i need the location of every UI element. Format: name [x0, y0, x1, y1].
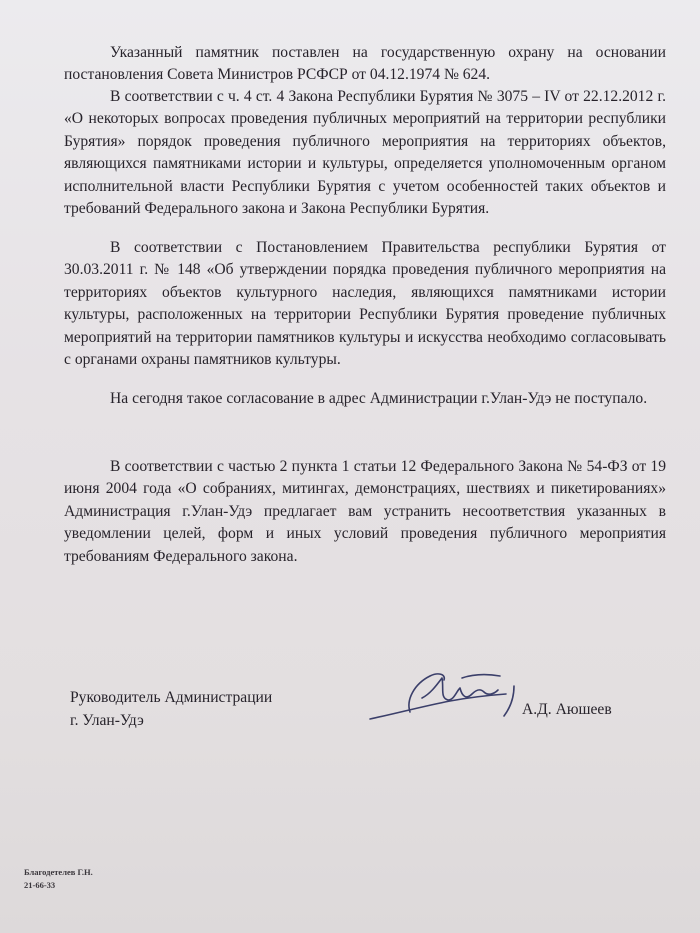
signatory-title-line1: Руководитель Администрации [70, 689, 273, 706]
executor-phone: 21-66-33 [24, 880, 56, 890]
paragraph-republic-law: В соответствии с ч. 4 ст. 4 Закона Республики Бурятия № 3075 – IV от 22.12.2012 г. «О некоторых вопросах проведения публичных мероприятий на территории республики Бурятия» порядок проведения публичного мероприятия на территориях объектов, являющихся памятниками истории и культуры, определяется уполномоченным органом исполнительной власти Республики Бурятия с учетом особенностей таких объектов и требований Федерального закона и Закона Республики Бурятия. [64, 88, 666, 218]
paragraph-protection-status: Указанный памятник поставлен на государственную охрану на основании постановления Совета Министров РСФСР от 04.12.1974 № 624. [64, 44, 666, 84]
executor-footer [24, 866, 93, 892]
signatory-name: А.Д. Аюшеев [522, 701, 612, 718]
paragraph-federal-law: В соответствии с частью 2 пункта 1 статьи 12 Федерального Закона № 54-ФЗ от 19 июня 2004 года «О собраниях, митингах, демонстрациях, шествиях и пикетированиях» Администрация г.Улан-Удэ предлагает вам устранить несоответствия указанных в уведомлении целей, форм и иных условий проведения публичного мероприятия требованиям Федерального закона. [64, 458, 666, 565]
paragraph-approval-status: На сегодня такое согласование в адрес Администрации г.Улан-Удэ не поступало. [110, 390, 648, 407]
paragraph-government-resolution: В соответствии с Постановлением Правительства республики Бурятия от 30.03.2011 г. № 148 «Об утверждении порядка проведения публичного мероприятия на территориях объектов культурного наследия, являющихся памятниками истории культуры, расположенных на территории Республики Бурятия проведение публичных мероприятий на территории памятников культуры и искусства необходимо согласовывать с органами охраны памятников культуры. [64, 239, 666, 369]
signatory-title-line2: г. Улан-Удэ [70, 711, 144, 729]
executor-name: Благодетелев Г.Н. [24, 867, 93, 877]
handwritten-signature [364, 664, 529, 730]
signatory-title [70, 687, 272, 732]
